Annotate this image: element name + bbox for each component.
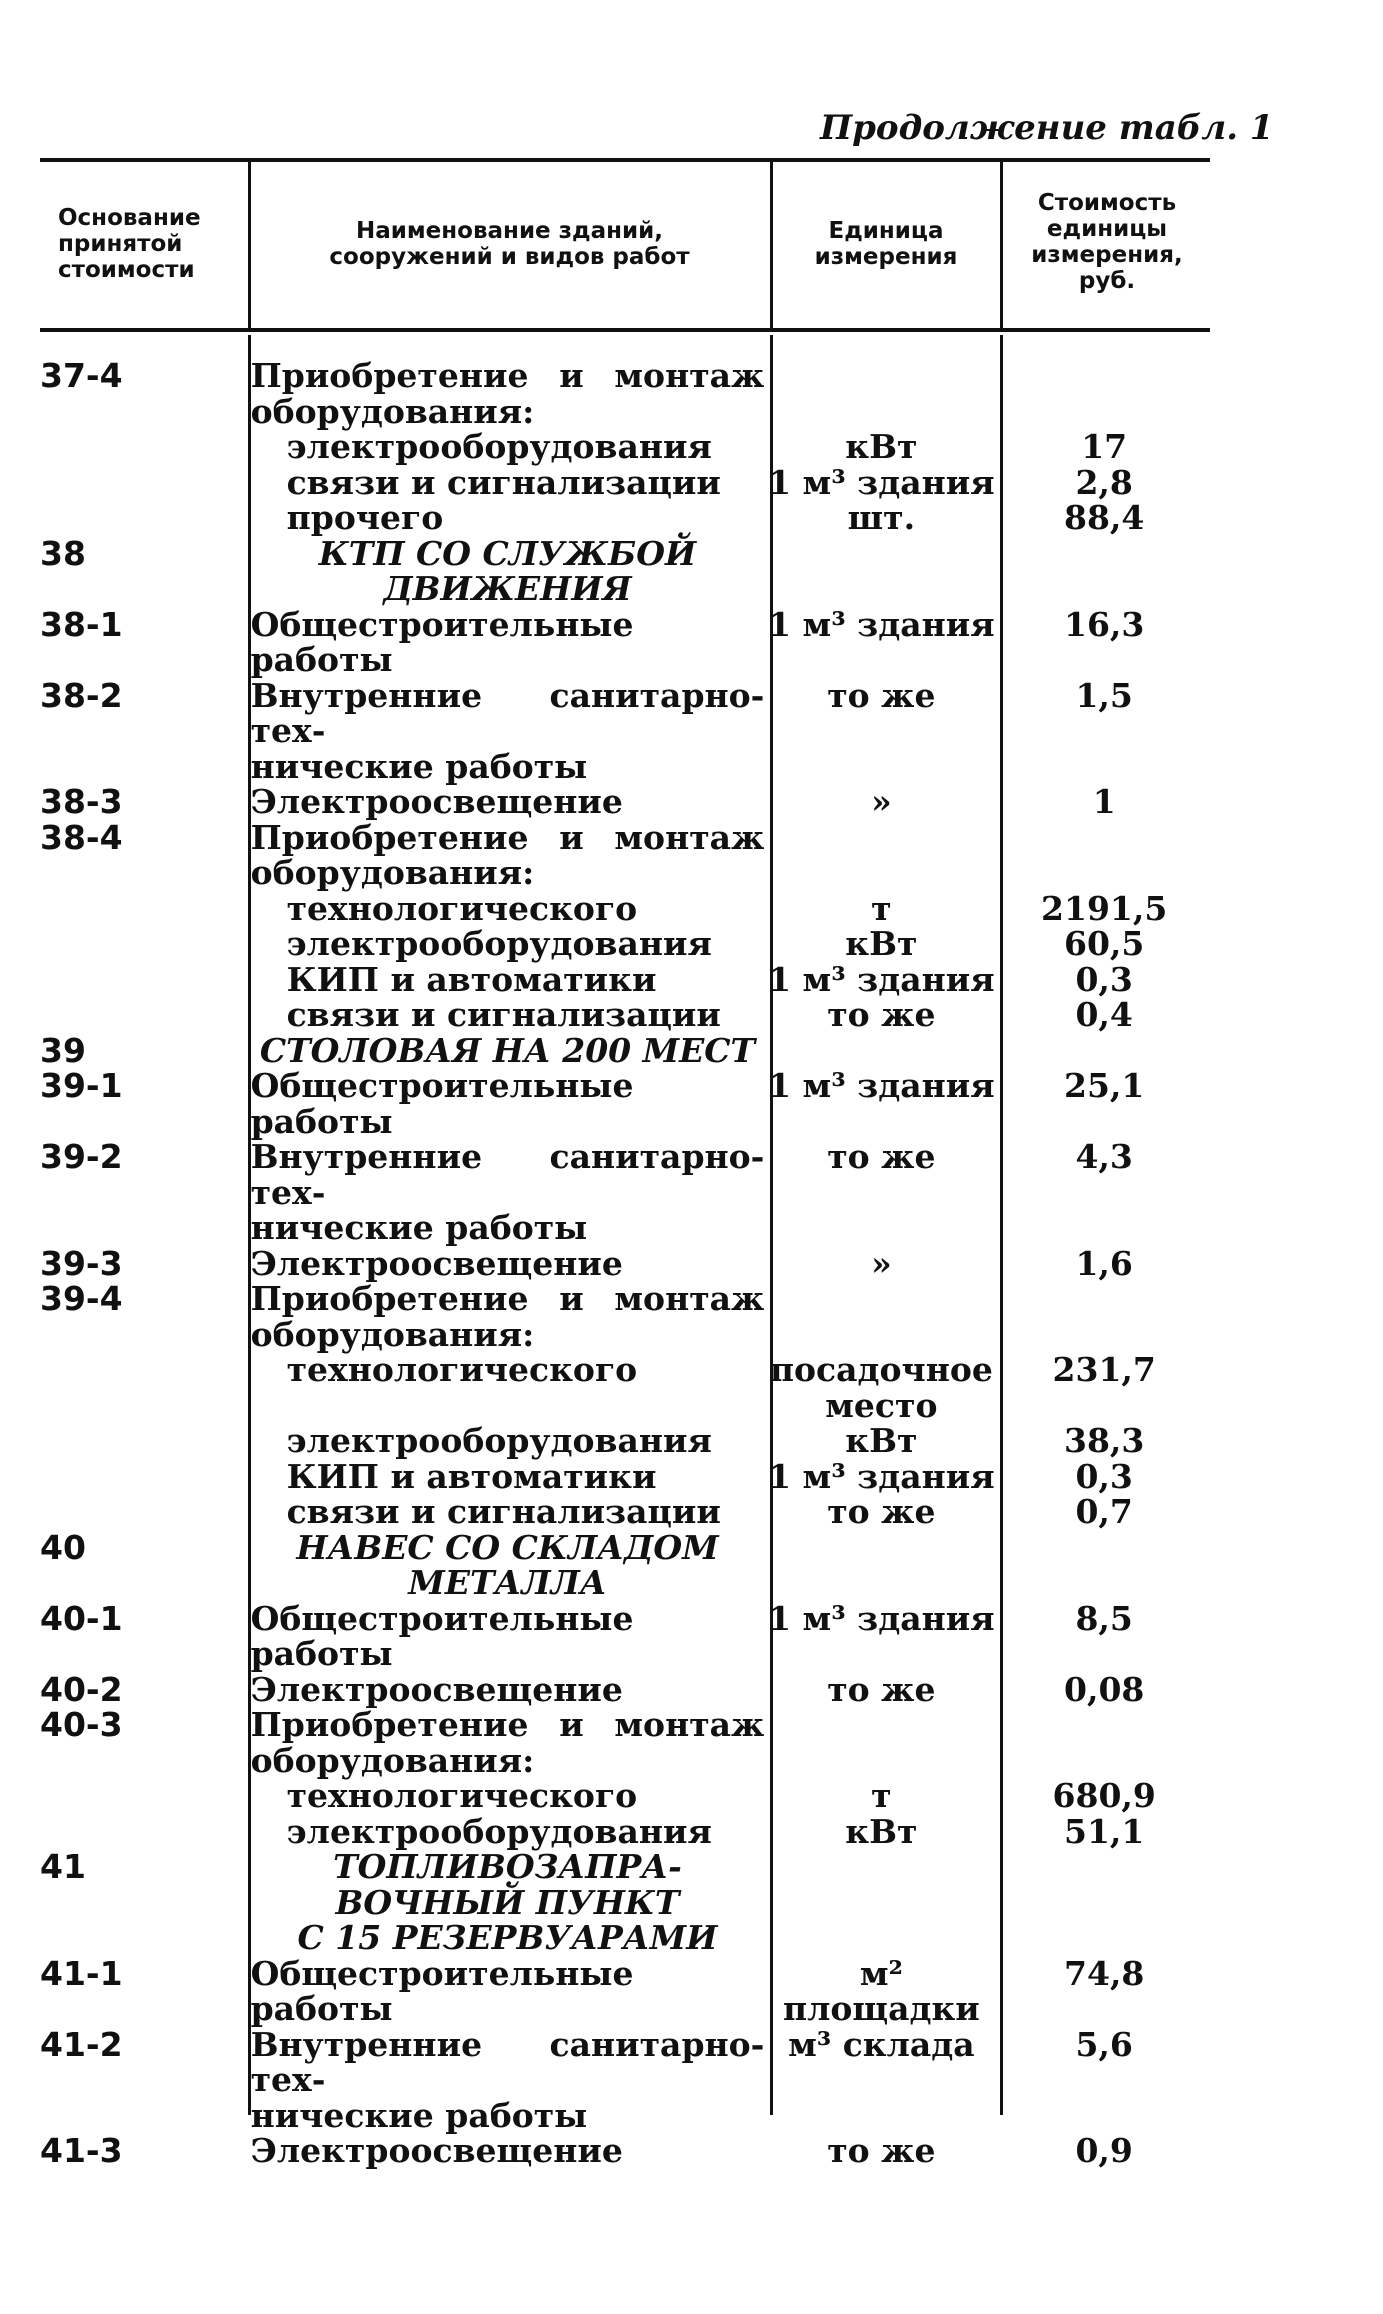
row-unit: 1 м³ здания bbox=[768, 462, 995, 502]
header-cost: Стоимость единицы измерения, руб. bbox=[1031, 190, 1183, 294]
row-cost bbox=[998, 1530, 1210, 1566]
row-cost: 88,4 bbox=[1064, 498, 1145, 537]
row-cost: 0,7 bbox=[1075, 1492, 1133, 1531]
row-code bbox=[40, 1352, 251, 1388]
row-cost: 0,3 bbox=[1075, 1456, 1133, 1496]
row-name: Электроосвещение bbox=[250, 782, 623, 821]
row-unit bbox=[764, 394, 998, 430]
row-cost: 17 bbox=[1081, 427, 1128, 466]
row-code: 38-2 bbox=[40, 675, 123, 715]
row-cost: 680,9 bbox=[1052, 1776, 1156, 1815]
row-unit: то же bbox=[827, 995, 936, 1034]
table-row bbox=[40, 855, 1210, 891]
row-code: 41-1 bbox=[40, 1953, 123, 1993]
row-cost bbox=[998, 1388, 1210, 1424]
row-cost bbox=[998, 820, 1210, 856]
row-code bbox=[40, 926, 251, 962]
row-unit: т bbox=[871, 888, 892, 928]
row-name: нические работы bbox=[250, 2095, 588, 2135]
row-cost: 25,1 bbox=[1064, 1066, 1145, 1105]
row-code: 39 bbox=[40, 1030, 86, 1070]
row-code bbox=[40, 1885, 251, 1921]
row-unit: м² площадки bbox=[782, 1953, 980, 2028]
row-cost bbox=[998, 749, 1210, 785]
row-name: оборудования: bbox=[250, 1314, 535, 1354]
table-row bbox=[40, 926, 1210, 962]
table-row bbox=[40, 1494, 1210, 1530]
row-name: Общестроительные работы bbox=[250, 1598, 634, 1673]
row-unit bbox=[764, 571, 998, 607]
table-row bbox=[40, 1672, 1210, 1708]
table-row bbox=[40, 784, 1210, 820]
row-unit: » bbox=[871, 1243, 892, 1283]
row-code: 37-4 bbox=[40, 356, 123, 395]
table-row bbox=[40, 820, 1210, 856]
table-row bbox=[40, 394, 1210, 430]
row-unit: 1 м³ здания bbox=[768, 1598, 995, 1638]
row-cost bbox=[998, 1317, 1210, 1353]
row-name: ВОЧНЫЙ ПУНКТ bbox=[335, 1882, 680, 1922]
row-cost bbox=[998, 1849, 1210, 1885]
row-cost bbox=[998, 1281, 1210, 1317]
table-row bbox=[40, 891, 1210, 927]
row-unit bbox=[764, 1033, 998, 1069]
row-cost bbox=[998, 855, 1210, 891]
row-cost: 8,5 bbox=[1075, 1598, 1133, 1638]
table-row bbox=[40, 1814, 1210, 1850]
row-cost: 0,3 bbox=[1075, 959, 1133, 999]
row-cost bbox=[998, 571, 1210, 607]
row-cost: 4,3 bbox=[1075, 1137, 1133, 1176]
row-unit: посадочное bbox=[769, 1350, 993, 1389]
row-cost bbox=[998, 394, 1210, 430]
row-unit bbox=[764, 1530, 998, 1566]
table-continuation-caption: Продолжение табл. 1 bbox=[820, 108, 1274, 148]
row-code bbox=[40, 1743, 251, 1779]
row-name: Приобретение и монтаж bbox=[250, 1705, 765, 1744]
row-unit: т bbox=[871, 1776, 892, 1815]
row-cost: 1 bbox=[1092, 782, 1116, 821]
row-name: Общестроительные работы bbox=[250, 604, 634, 679]
row-name: ТОПЛИВОЗАПРА- bbox=[333, 1847, 682, 1886]
row-code bbox=[40, 394, 251, 430]
table-row bbox=[40, 1565, 1210, 1601]
row-code: 41-2 bbox=[40, 2024, 123, 2064]
table-row bbox=[40, 1210, 1210, 1246]
row-code: 39-4 bbox=[40, 1279, 123, 1318]
row-name: прочего bbox=[286, 498, 444, 537]
row-code bbox=[40, 1494, 251, 1530]
row-code bbox=[40, 1814, 251, 1850]
row-unit bbox=[764, 1281, 998, 1317]
row-code bbox=[40, 749, 251, 785]
row-name bbox=[251, 1388, 765, 1424]
row-unit: то же bbox=[827, 675, 936, 715]
table-row bbox=[40, 962, 1210, 998]
table-row bbox=[40, 1281, 1210, 1317]
row-name: С 15 РЕЗЕРВУАРАМИ bbox=[297, 1918, 718, 1957]
row-code bbox=[40, 2098, 251, 2134]
row-name: связи и сигнализации bbox=[286, 1492, 721, 1531]
row-name: Внутренние санитарно-тех- bbox=[250, 675, 765, 750]
row-unit: м³ склада bbox=[788, 2024, 975, 2064]
row-name: Внутренние санитарно-тех- bbox=[250, 1137, 765, 1212]
row-unit: то же bbox=[827, 1137, 936, 1176]
row-cost bbox=[998, 1885, 1210, 1921]
row-unit bbox=[764, 820, 998, 856]
row-unit: » bbox=[871, 782, 892, 821]
row-code bbox=[40, 891, 251, 927]
table-row bbox=[40, 500, 1210, 536]
row-cost: 0,4 bbox=[1075, 995, 1133, 1034]
row-cost: 1,5 bbox=[1075, 675, 1133, 715]
row-code bbox=[40, 1423, 251, 1459]
row-code: 41 bbox=[40, 1847, 86, 1886]
row-name: оборудования: bbox=[250, 1740, 535, 1780]
cost-table-body bbox=[40, 358, 1210, 2169]
row-unit bbox=[764, 536, 998, 572]
row-cost: 38,3 bbox=[1064, 1421, 1145, 1460]
row-name: технологического bbox=[286, 1776, 638, 1815]
row-unit bbox=[764, 1743, 998, 1779]
row-unit: кВт bbox=[845, 924, 918, 963]
row-cost: 5,6 bbox=[1075, 2024, 1133, 2064]
row-unit: кВт bbox=[845, 1421, 918, 1460]
row-cost bbox=[998, 1920, 1210, 1956]
row-code: 39-3 bbox=[40, 1243, 123, 1283]
row-cost: 2191,5 bbox=[1041, 888, 1168, 928]
row-cost: 1,6 bbox=[1075, 1243, 1133, 1283]
row-cost: 51,1 bbox=[1064, 1811, 1145, 1851]
row-name: КИП и автоматики bbox=[286, 959, 657, 999]
row-unit: место bbox=[825, 1385, 938, 1425]
table-row bbox=[40, 1707, 1210, 1743]
cost-table bbox=[40, 358, 1210, 2169]
row-cost bbox=[998, 1033, 1210, 1069]
row-code bbox=[40, 1210, 251, 1246]
row-unit: то же bbox=[827, 2131, 936, 2170]
row-cost bbox=[998, 536, 1210, 572]
table-row bbox=[40, 1246, 1210, 1282]
table-row bbox=[40, 536, 1210, 572]
row-name: технологического bbox=[286, 888, 638, 928]
table-row bbox=[40, 678, 1210, 749]
row-cost bbox=[998, 1565, 1210, 1601]
table-row bbox=[40, 1920, 1210, 1956]
row-name: КИП и автоматики bbox=[286, 1456, 657, 1496]
table-row bbox=[40, 1423, 1210, 1459]
row-name: Электроосвещение bbox=[250, 1669, 623, 1709]
table-row bbox=[40, 749, 1210, 785]
header-bottom-rule bbox=[40, 328, 1210, 332]
row-cost bbox=[998, 1743, 1210, 1779]
row-unit bbox=[764, 2098, 998, 2134]
row-code: 38-1 bbox=[40, 604, 123, 644]
row-name: оборудования: bbox=[250, 853, 535, 892]
row-name: оборудования: bbox=[250, 391, 535, 431]
row-cost bbox=[998, 2098, 1210, 2134]
header-unit: Единица измерения bbox=[814, 218, 958, 270]
row-cost bbox=[998, 1210, 1210, 1246]
row-name: связи и сигнализации bbox=[286, 462, 721, 502]
table-row bbox=[40, 1388, 1210, 1424]
table-row bbox=[40, 1139, 1210, 1210]
row-unit: 1 м³ здания bbox=[768, 604, 995, 644]
row-name: Приобретение и монтаж bbox=[250, 356, 765, 395]
table-row bbox=[40, 429, 1210, 465]
header-basis: Основание принятой стоимости bbox=[58, 205, 201, 283]
row-code bbox=[40, 1388, 251, 1424]
column-divider-2 bbox=[770, 158, 773, 330]
table-row bbox=[40, 1956, 1210, 2027]
row-name: Общестроительные работы bbox=[250, 1066, 634, 1141]
table-row bbox=[40, 465, 1210, 501]
table-row bbox=[40, 607, 1210, 678]
row-code: 38 bbox=[40, 533, 86, 573]
table-row bbox=[40, 2027, 1210, 2098]
row-code bbox=[40, 1920, 251, 1956]
row-name: Приобретение и монтаж bbox=[250, 1279, 765, 1318]
table-row bbox=[40, 1068, 1210, 1139]
table-row bbox=[40, 1778, 1210, 1814]
row-code: 39-1 bbox=[40, 1066, 123, 1105]
row-unit bbox=[764, 1210, 998, 1246]
row-unit bbox=[764, 855, 998, 891]
row-cost: 0,08 bbox=[1064, 1669, 1145, 1709]
row-cost bbox=[998, 1707, 1210, 1743]
column-divider-3 bbox=[1000, 158, 1003, 330]
row-code bbox=[40, 1778, 251, 1814]
row-unit: кВт bbox=[845, 427, 918, 466]
row-name: технологического bbox=[286, 1350, 638, 1389]
row-code bbox=[40, 571, 251, 607]
row-unit: 1 м³ здания bbox=[768, 959, 995, 999]
row-unit: кВт bbox=[845, 1811, 918, 1851]
row-cost: 74,8 bbox=[1064, 1953, 1145, 1993]
row-unit: то же bbox=[827, 1669, 936, 1709]
row-name: МЕТАЛЛА bbox=[408, 1563, 607, 1602]
row-unit bbox=[764, 1707, 998, 1743]
row-cost: 231,7 bbox=[1052, 1350, 1156, 1389]
row-code: 38-4 bbox=[40, 817, 123, 857]
table-row bbox=[40, 997, 1210, 1033]
row-code bbox=[40, 1459, 251, 1495]
column-divider-1 bbox=[248, 158, 251, 330]
row-unit bbox=[764, 358, 998, 394]
row-code: 41-3 bbox=[40, 2131, 123, 2170]
row-code: 40-3 bbox=[40, 1705, 123, 1744]
row-code bbox=[40, 1565, 251, 1601]
row-name: связи и сигнализации bbox=[286, 995, 721, 1034]
row-unit bbox=[764, 1885, 998, 1921]
row-name: СТОЛОВАЯ НА 200 МЕСТ bbox=[259, 1030, 756, 1070]
table-row bbox=[40, 1530, 1210, 1566]
row-unit: 1 м³ здания bbox=[768, 1066, 995, 1105]
row-name: Общестроительные работы bbox=[250, 1953, 634, 2028]
row-name: нические работы bbox=[250, 1208, 588, 1247]
table-row bbox=[40, 1317, 1210, 1353]
row-name: электрооборудования bbox=[286, 1421, 712, 1460]
row-code: 40-1 bbox=[40, 1598, 123, 1638]
table-row bbox=[40, 1849, 1210, 1885]
row-name: нические работы bbox=[250, 746, 588, 786]
row-unit: 1 м³ здания bbox=[768, 1456, 995, 1496]
row-unit bbox=[764, 749, 998, 785]
table-row bbox=[40, 1885, 1210, 1921]
row-code: 40 bbox=[40, 1527, 86, 1567]
row-name: Электроосвещение bbox=[250, 1243, 623, 1283]
row-code bbox=[40, 429, 251, 465]
table-row bbox=[40, 1033, 1210, 1069]
row-unit bbox=[764, 1920, 998, 1956]
row-code: 38-3 bbox=[40, 782, 123, 821]
row-cost: 0,9 bbox=[1075, 2131, 1133, 2170]
row-code bbox=[40, 962, 251, 998]
table-row bbox=[40, 1743, 1210, 1779]
row-unit bbox=[764, 1849, 998, 1885]
row-name: электрооборудования bbox=[286, 1811, 712, 1851]
table-row bbox=[40, 1459, 1210, 1495]
row-cost bbox=[998, 358, 1210, 394]
row-code bbox=[40, 997, 251, 1033]
row-code bbox=[40, 855, 251, 891]
row-name: Электроосвещение bbox=[250, 2131, 623, 2170]
table-row bbox=[40, 2098, 1210, 2134]
table-row bbox=[40, 1352, 1210, 1388]
row-code bbox=[40, 465, 251, 501]
row-name: КТП СО СЛУЖБОЙ bbox=[318, 533, 697, 573]
row-code: 39-2 bbox=[40, 1137, 123, 1176]
table-row bbox=[40, 571, 1210, 607]
row-unit bbox=[764, 1317, 998, 1353]
table-row bbox=[40, 358, 1210, 394]
row-code: 40-2 bbox=[40, 1669, 123, 1709]
header-top-rule bbox=[40, 158, 1210, 162]
row-code bbox=[40, 500, 251, 536]
row-cost: 60,5 bbox=[1064, 924, 1145, 963]
row-code bbox=[40, 1317, 251, 1353]
row-name: Внутренние санитарно-тех- bbox=[250, 2024, 765, 2099]
row-name: ДВИЖЕНИЯ bbox=[383, 569, 632, 608]
row-name: Приобретение и монтаж bbox=[250, 817, 765, 857]
table-row bbox=[40, 1601, 1210, 1672]
row-unit: то же bbox=[827, 1492, 936, 1531]
row-cost: 16,3 bbox=[1064, 604, 1145, 644]
row-cost: 2,8 bbox=[1075, 462, 1133, 502]
table-row bbox=[40, 2133, 1210, 2169]
row-name: НАВЕС СО СКЛАДОМ bbox=[296, 1527, 719, 1567]
row-name: электрооборудования bbox=[286, 924, 712, 963]
row-unit bbox=[764, 1565, 998, 1601]
header-name: Наименование зданий, сооружений и видов работ bbox=[329, 218, 690, 270]
row-name: электрооборудования bbox=[286, 427, 712, 466]
row-unit: шт. bbox=[847, 498, 916, 537]
